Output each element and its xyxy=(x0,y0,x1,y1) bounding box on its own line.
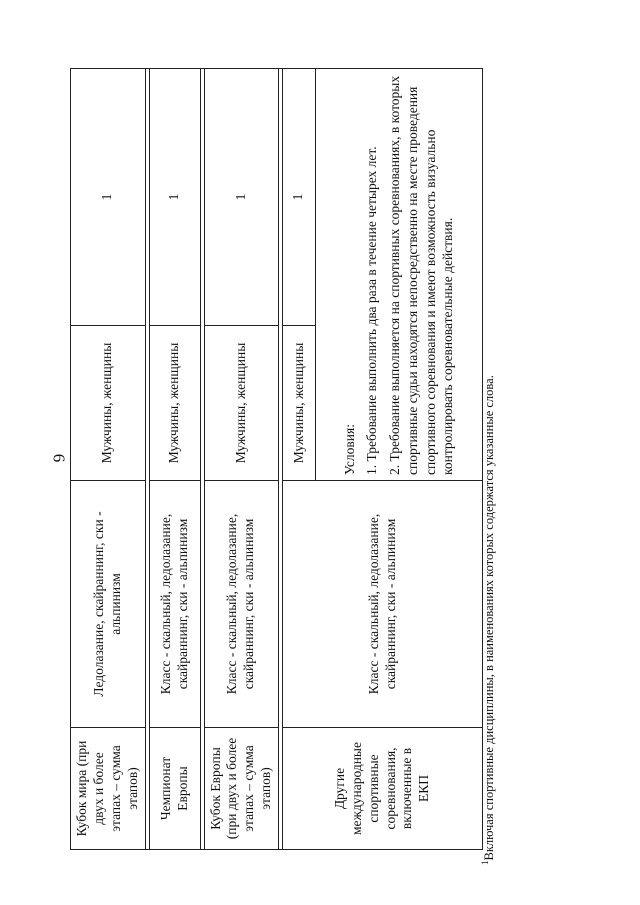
rotated-page xyxy=(20,70,530,885)
conditions xyxy=(316,69,483,481)
discipline: Класс - скальный, ледолазание, скайраннинг, ски - альпинизм xyxy=(149,481,200,728)
table-row xyxy=(204,69,279,850)
footnote xyxy=(480,375,497,865)
conditions-title: Условия: xyxy=(342,424,358,475)
condition-1: 1. Требование выполнить два раза в течение четырех лет. xyxy=(363,146,379,475)
page-number: 6 xyxy=(49,453,69,463)
discipline: Класс - скальный, ледолазание, скайраннинг, ски - альпинизм xyxy=(204,481,279,728)
place: 1 xyxy=(71,69,146,326)
competition-name: Кубок Европы (при двух и более этапах – сумма этапов) xyxy=(204,728,279,850)
table-row xyxy=(283,69,316,850)
discipline: Класс - скальный, ледолазание, скайраннинг, ски - альпинизм xyxy=(283,481,483,728)
place: 1 xyxy=(204,69,279,326)
norms-table xyxy=(70,68,483,850)
condition-2: 2. Требование выполняется на спортивных соревнованиях, в которых спортивные судьи находятся непосредственно на месте проведения спортивного соревнования и имеют возможность визуально контролировать соревновательные действия. xyxy=(387,75,456,475)
discipline: Ледолазание, скайраннинг, ски - альпинизм xyxy=(71,481,146,728)
competition-name: Другие международные спортивные соревнования, включенные в ЕКП xyxy=(283,728,483,850)
group: Мужчины, женщины xyxy=(204,326,279,481)
table-row xyxy=(149,69,200,850)
group: Мужчины, женщины xyxy=(149,326,200,481)
competition-name: Чемпионат Европы xyxy=(149,728,200,850)
place: 1 xyxy=(283,69,316,326)
group: Мужчины, женщины xyxy=(71,326,146,481)
footnote-marker: 1 xyxy=(480,860,490,865)
competition-name: Кубок мира (при двух и более этапах – сумма этапов) xyxy=(71,728,146,850)
footnote-text: Включая спортивные дисциплины, в наименованиях которых содержатся указанные слова. xyxy=(482,375,497,861)
place: 1 xyxy=(149,69,200,326)
table-row xyxy=(71,69,146,850)
group: Мужчины, женщины xyxy=(283,326,316,481)
